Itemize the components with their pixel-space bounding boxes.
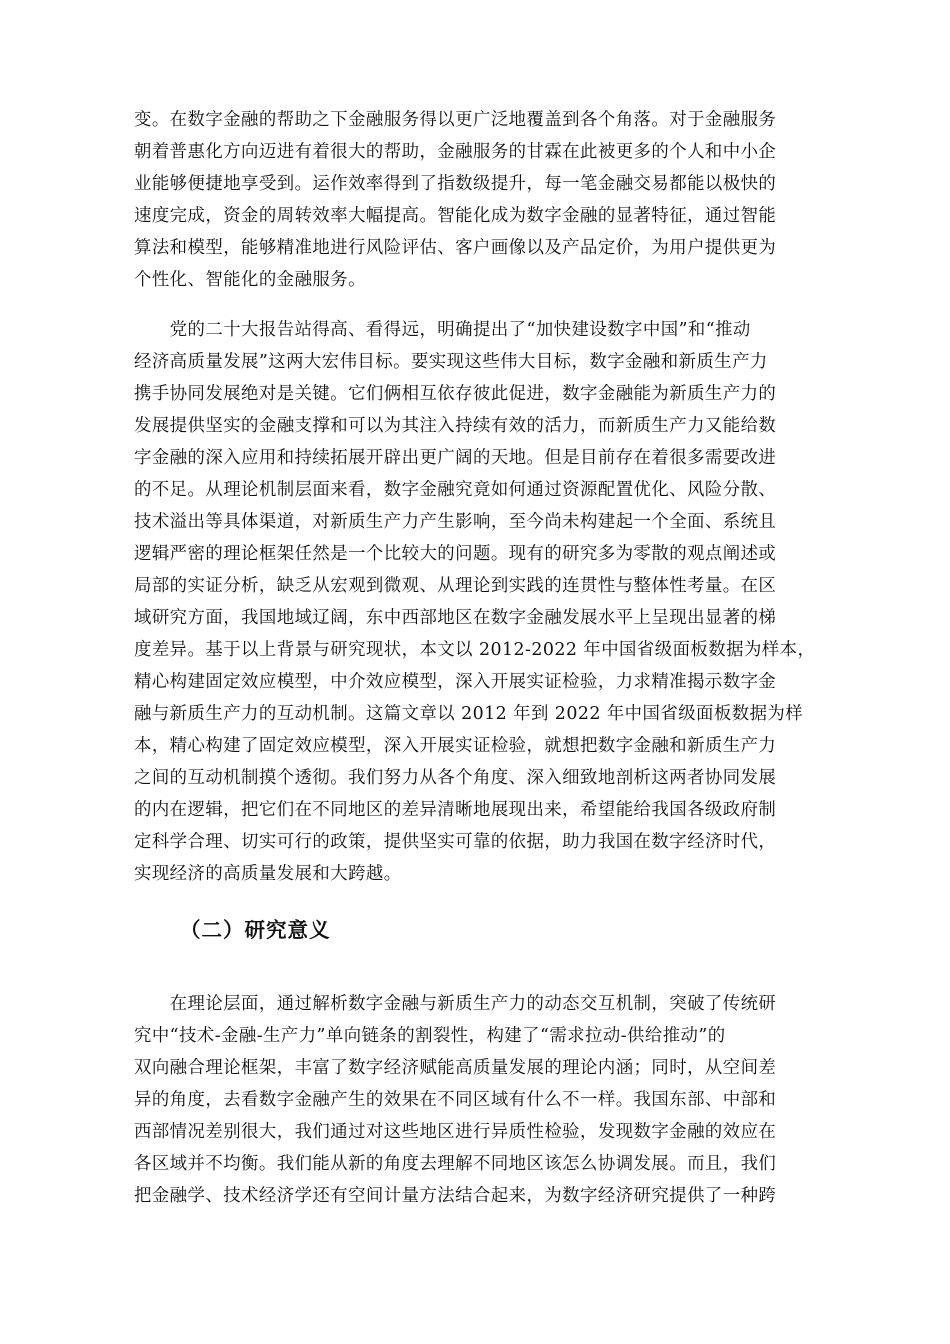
text-line: 的不足。从理论机制层面来看，数字金融究竟如何通过资源配置优化、风险分散、 (134, 480, 777, 500)
text-line: 算法和模型，能够精准地进行风险评估、客户画像以及产品定价，为用户提供更为 (134, 238, 777, 258)
text-line: 发展提供坚实的金融支撑和可以为其注入持续有效的活力，而新质生产力又能给数 (134, 416, 777, 436)
text-line: 西部情况差别很大，我们通过对这些地区进行异质性检验，发现数字金融的效应在 (134, 1122, 777, 1142)
text-line: 实现经济的高质量发展和大跨越。 (134, 864, 402, 884)
text-line: 经济高质量发展”这两大宏伟目标。要实现这些伟大目标，数字金融和新质生产力 (134, 352, 768, 372)
paragraph-continuation (134, 104, 834, 296)
text-line: 局部的实证分析，缺乏从宏观到微观、从理论到实践的连贯性与整体性考量。在区 (134, 576, 777, 596)
text-line: 朝着普惠化方向迈进有着很大的帮助，金融服务的甘霖在此被更多的个人和中小企 (134, 142, 777, 162)
text-line: 变。在数字金融的帮助之下金融服务得以更广泛地覆盖到各个角落。对于金融服务 (134, 110, 777, 130)
text-line: 速度完成，资金的周转效率大幅提高。智能化成为数字金融的显著特征，通过智能 (134, 206, 777, 226)
text-line: 逻辑严密的理论框架任然是一个比较大的问题。现有的研究多为零散的观点阐述或 (134, 544, 777, 564)
text-line: 党的二十大报告站得高、看得远，明确提出了“加快建设数字中国”和“推动 (134, 320, 751, 340)
paragraph-significance (134, 988, 834, 1212)
text-line: 度差异。基于以上背景与研究现状，本文以 2012-2022 年中国省级面板数据为样本， (134, 640, 816, 660)
text-line: 技术溢出等具体渠道，对新质生产力产生影响，至今尚未构建起一个全面、系统且 (134, 512, 777, 532)
text-line: 把金融学、技术经济学还有空间计量方法结合起来，为数字经济研究提供了一种跨 (134, 1186, 777, 1206)
text-line: 定科学合理、切实可行的政策，提供坚实可靠的依据，助力我国在数字经济时代， (134, 832, 777, 852)
section-heading: （二）研究意义 (180, 918, 331, 942)
text-line: 个性化、智能化的金融服务。 (134, 270, 366, 290)
text-line: 究中“技术-金融-生产力”单向链条的割裂性，构建了“需求拉动-供给推动”的 (134, 1026, 726, 1046)
text-line: 域研究方面，我国地域辽阔，东中西部地区在数字金融发展水平上呈现出显著的梯 (134, 608, 777, 628)
text-line: 业能够便捷地享受到。运作效率得到了指数级提升，每一笔金融交易都能以极快的 (134, 174, 777, 194)
text-line: 双向融合理论框架，丰富了数字经济赋能高质量发展的理论内涵；同时，从空间差 (134, 1058, 777, 1078)
text-line: 在理论层面，通过解析数字金融与新质生产力的动态交互机制，突破了传统研 (134, 994, 777, 1014)
text-line: 本，精心构建了固定效应模型，深入开展实证检验，就想把数字金融和新质生产力 (134, 736, 777, 756)
text-line: 之间的互动机制摸个透彻。我们努力从各个角度、深入细致地剖析这两者协同发展 (134, 768, 777, 788)
text-line: 各区域并不均衡。我们能从新的角度去理解不同地区该怎么协调发展。而且，我们 (134, 1154, 777, 1174)
text-line: 融与新质生产力的互动机制。这篇文章以 2012 年到 2022 年中国省级面板数据为样 (134, 704, 804, 724)
text-line: 异的角度，去看数字金融产生的效果在不同区域有什么不一样。我国东部、中部和 (134, 1090, 777, 1110)
text-line: 的内在逻辑，把它们在不同地区的差异清晰地展现出来，希望能给我国各级政府制 (134, 800, 777, 820)
paragraph-background (134, 314, 834, 890)
text-line: 字金融的深入应用和持续拓展开辟出更广阔的天地。但是目前存在着很多需要改进 (134, 448, 777, 468)
text-line: 携手协同发展绝对是关键。它们俩相互依存彼此促进，数字金融能为新质生产力的 (134, 384, 777, 404)
text-line: 精心构建固定效应模型，中介效应模型，深入开展实证检验，力求精准揭示数字金 (134, 672, 777, 692)
